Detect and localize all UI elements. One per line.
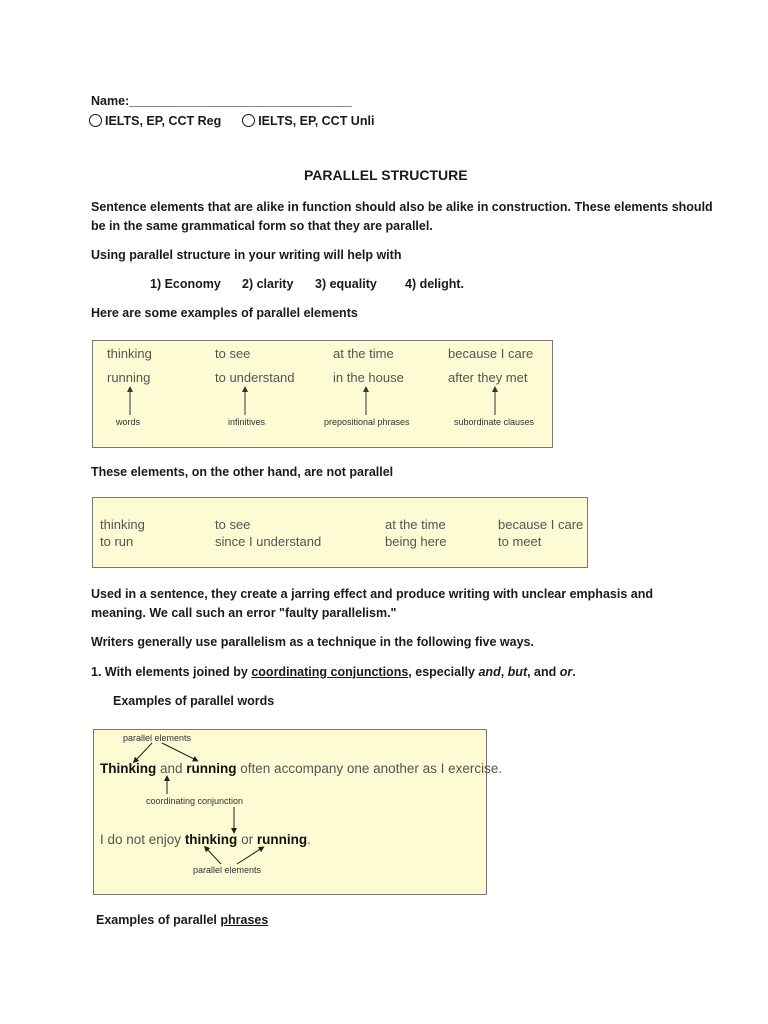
help-line: Using parallel structure in your writing will help with (91, 248, 402, 262)
examples-phrases-pre: Examples of parallel (96, 913, 221, 927)
item-1 (91, 665, 576, 679)
box1-r2-c4: after they met (448, 370, 528, 385)
item1-comma1: , (500, 665, 508, 679)
item1-prefix: 1. With elements joined by (91, 665, 252, 679)
item1-or: or (559, 665, 573, 679)
box1-label-words: words (116, 417, 141, 427)
s2-end: . (307, 832, 311, 847)
class-options (89, 114, 374, 128)
parallel-examples-box (92, 340, 553, 448)
arrow-icon (162, 743, 196, 760)
item1-mid: , especially (408, 665, 479, 679)
box1-r1-c2: to see (215, 346, 251, 361)
name-label: Name: (91, 94, 130, 108)
arrow-icon (237, 848, 262, 864)
phrases-link[interactable]: phrases (220, 913, 269, 927)
box2-r1-c2: to see (215, 517, 251, 532)
intro-line-1: Sentence elements that are alike in function should also be alike in construction. These elements should (91, 200, 713, 214)
name-blank[interactable]: ________________________________ (129, 94, 352, 108)
benefit-4: 4) delight. (405, 277, 465, 291)
box1-r1-c3: at the time (333, 346, 394, 361)
examples-phrases-heading (96, 913, 268, 927)
box1-r2-c1: running (107, 370, 151, 385)
s1-rest: often accompany one another as I exercise. (236, 761, 503, 776)
used-line-2: meaning. We call such an error "faulty parallelism." (91, 606, 397, 620)
box1-label-subordinate: subordinate clauses (454, 417, 535, 427)
s2-pre: I do not enjoy (100, 832, 185, 847)
box2-r1-c1: thinking (100, 517, 145, 532)
item1-comma2: , and (527, 665, 560, 679)
box1-r2-c2: to understand (215, 370, 295, 385)
box2-r1-c4: because I care (498, 517, 584, 532)
box1-r1-c4: because I care (448, 346, 534, 361)
option-reg-label: IELTS, EP, CCT Reg (105, 114, 222, 128)
box3-bottom-label: parallel elements (193, 865, 262, 875)
benefit-3: 3) equality (315, 277, 377, 291)
radio-option-unli[interactable] (242, 114, 255, 127)
page-title: PARALLEL STRUCTURE (304, 167, 468, 183)
arrow-icon (135, 743, 152, 761)
examples-intro: Here are some examples of parallel elements (91, 306, 358, 320)
option-unli-label: IELTS, EP, CCT Unli (258, 114, 375, 128)
box1-arrows (93, 341, 554, 449)
box2-r2-c2: since I understand (215, 534, 322, 549)
box2-r2-c3: being here (385, 534, 447, 549)
box3-top-label: parallel elements (123, 733, 192, 743)
benefit-1: 1) Economy (150, 277, 221, 291)
s2-word-thinking: thinking (184, 832, 238, 847)
examples-words-heading: Examples of parallel words (113, 694, 275, 708)
not-parallel-intro: These elements, on the other hand, are not parallel (91, 465, 394, 479)
parallel-words-box (93, 729, 503, 895)
s2-or: or (237, 832, 257, 847)
box2-r1-c3: at the time (385, 517, 446, 532)
box1-r1-c1: thinking (107, 346, 152, 361)
item1-end: . (572, 665, 576, 679)
intro-line-2: be in the same grammatical form so that they are parallel. (91, 219, 433, 233)
box1-label-prepositional: prepositional phrases (324, 417, 410, 427)
writers-line: Writers generally use parallelism as a technique in the following five ways. (91, 635, 534, 649)
box3-arrows (94, 730, 488, 896)
s2-word-running: running (256, 832, 308, 847)
benefit-2: 2) clarity (242, 277, 294, 291)
name-line (91, 94, 352, 108)
s1-word-thinking: Thinking (100, 761, 157, 776)
arrow-icon (206, 848, 221, 864)
box2-r2-c1: to run (100, 534, 134, 549)
coordinating-conjunctions-link[interactable]: coordinating conjunctions (251, 665, 409, 679)
s1-word-running: running (186, 761, 237, 776)
s1-and: and (156, 761, 187, 776)
box1-label-infinitives: infinitives (228, 417, 266, 427)
box3-mid-label: coordinating conjunction (146, 796, 244, 806)
item1-and: and (478, 665, 501, 679)
item1-but: but (507, 665, 528, 679)
box1-r2-c3: in the house (333, 370, 404, 385)
radio-option-reg[interactable] (89, 114, 102, 127)
not-parallel-box (92, 497, 588, 568)
box2-r2-c4: to meet (498, 534, 542, 549)
used-line-1: Used in a sentence, they create a jarring effect and produce writing with unclear emphasis and (91, 587, 653, 601)
